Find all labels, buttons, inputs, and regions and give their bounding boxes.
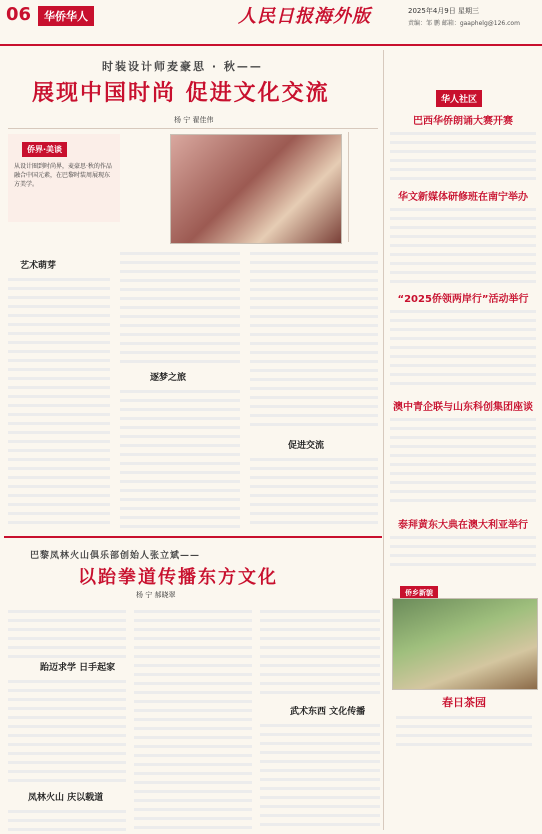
bottom-body-col-2 xyxy=(134,604,252,832)
subhead-2: 逐梦之旅 xyxy=(150,373,187,383)
bottom-story-headline[interactable]: 以跆拳道传播东方文化 xyxy=(78,567,278,588)
photo-caption-rule xyxy=(348,132,349,242)
bottom-subhead-2: 武术东西 文化传播 xyxy=(290,707,366,717)
top-story-kicker: 时装设计师麦豪思 · 秋—— xyxy=(102,60,263,73)
subhead-3: 促进交流 xyxy=(288,441,325,451)
sidebar-item-3-title[interactable]: “2025侨领两岸行”活动举行 xyxy=(397,294,529,305)
bottom-body-col-1a xyxy=(8,604,126,658)
newspaper-logo: 人民日报海外版 xyxy=(238,6,371,27)
bottom-body-col-1b xyxy=(8,674,126,786)
sidebar-item-5-body xyxy=(390,530,536,570)
column-caption xyxy=(396,710,532,746)
divider xyxy=(8,128,378,129)
column-title: 春日茶园 xyxy=(442,696,486,709)
bottom-body-col-3b xyxy=(260,718,380,830)
bottom-story-byline: 杨 宁 郝晓翠 xyxy=(136,591,176,599)
subhead-1: 艺术萌芽 xyxy=(20,261,57,271)
bottom-body-col-1c xyxy=(8,804,126,832)
section-name[interactable]: 华侨华人 xyxy=(38,6,94,26)
article-body-col-3b xyxy=(250,452,378,530)
top-story-headline[interactable]: 展现中国时尚 促进文化交流 xyxy=(32,80,330,106)
tea-garden-photo xyxy=(392,598,538,690)
profile-intro: 从设计圈到时尚界，麦豪思·秋的作品融合中国元素，在巴黎时装周展现东方美学。 xyxy=(14,163,112,188)
sidebar-item-2-body xyxy=(390,202,536,284)
sidebar-item-4-title[interactable]: 澳中青企联与山东科创集团座谈 xyxy=(393,402,533,413)
issue-date: 2025年4月9日 星期三 xyxy=(408,7,479,15)
sidebar-item-1-body xyxy=(390,126,536,182)
section-divider xyxy=(4,536,382,538)
bottom-body-col-3a xyxy=(260,604,380,702)
top-story-byline: 杨 宁 翟佳伟 xyxy=(174,116,214,124)
article-body-col-1 xyxy=(8,272,110,530)
page-header xyxy=(0,0,542,46)
editor-contacts: 责编：邹 鹏 邮箱：gaaphelg@126.com xyxy=(408,20,520,27)
runway-photo xyxy=(170,134,342,244)
sidebar-tag: 华人社区 xyxy=(436,90,482,107)
bottom-story-kicker: 巴黎凤林火山俱乐部创始人张立斌—— xyxy=(30,551,201,561)
page-number: 06 xyxy=(6,4,32,25)
sidebar-item-1-title[interactable]: 巴西华侨朗诵大赛开赛 xyxy=(413,116,513,127)
article-body-col-2a xyxy=(120,246,240,366)
sidebar-item-4-body xyxy=(390,412,536,510)
sidebar-item-5-title[interactable]: 泰拜黄东大典在澳大利亚举行 xyxy=(398,520,528,531)
article-body-col-2b xyxy=(120,384,240,530)
column-separator xyxy=(383,50,384,830)
profile-tag: 侨界·美谈 xyxy=(22,142,67,157)
sidebar-item-3-body xyxy=(390,304,536,390)
bottom-subhead-3: 凤林火山 庆以载道 xyxy=(28,793,104,803)
article-body-col-3a xyxy=(250,246,378,434)
sidebar-item-2-title[interactable]: 华文新媒体研修班在南宁举办 xyxy=(398,192,528,203)
column-tag: 侨乡新貌 xyxy=(400,586,438,600)
bottom-subhead-1: 跆迈求学 日手起家 xyxy=(40,663,116,673)
